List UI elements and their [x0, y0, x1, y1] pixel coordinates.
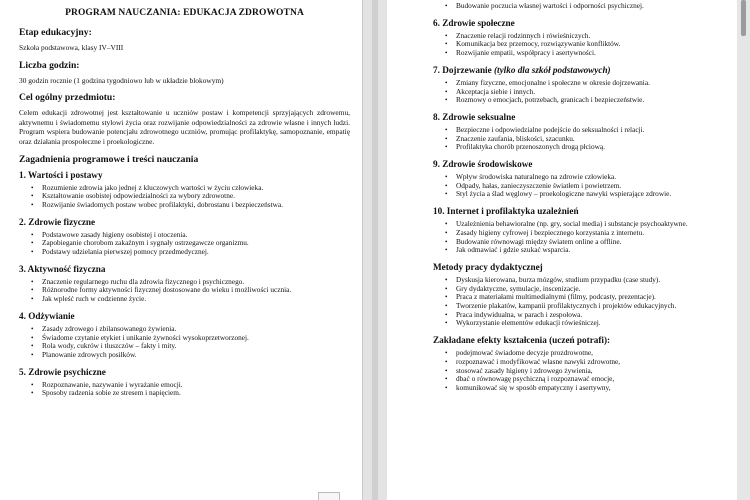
list-item: • Różnorodne formy aktywności fizycznej dostosowane do wieku i możliwości ucznia.: [42, 286, 350, 295]
section-8-title: 8. Zdrowie seksualne: [433, 111, 516, 122]
list-item: • Zasady zdrowego i zbilansowanego żywienia.: [42, 325, 350, 334]
godzin-heading: Liczba godzin:: [19, 59, 80, 71]
list-item: • Znaczenie regularnego ruchu dla zdrowia fizycznego i psychicznego.: [42, 278, 350, 287]
section-4-title: 4. Odżywianie: [19, 310, 75, 321]
godzin-text: 30 godzin rocznie (1 godzina tygodniowo lub w układzie blokowym): [19, 75, 224, 85]
list-item: • podejmować świadome decyzje prozdrowotne,: [456, 349, 727, 358]
list-item: • Jak wpleść ruch w codzienne życie.: [42, 295, 350, 304]
gutter-scrollbar: [372, 0, 378, 500]
section-6-title: 6. Zdrowie społeczne: [433, 17, 515, 28]
section-5-list: [19, 381, 350, 398]
cel-heading: Cel ogólny przedmiotu:: [19, 92, 116, 104]
document-title: PROGRAM NAUCZANIA: EDUKACJA ZDROWOTNA: [65, 8, 304, 18]
list-item: • Budowanie równowagi między światem online a offline.: [456, 238, 727, 247]
section-2-title: 2. Zdrowie fizyczne: [19, 216, 96, 227]
document-page-right: [387, 0, 737, 500]
list-item: • Sposoby radzenia sobie ze stresem i napięciem.: [42, 389, 350, 398]
list-item: • Profilaktyka chorób przenoszonych drogą płciową.: [456, 143, 727, 152]
list-item: • Praca indywidualna, w parach i zespołowa.: [456, 311, 727, 320]
list-item: • Uzależnienia behawioralne (np. gry, social media) i substancje psychoaktywne.: [456, 220, 727, 229]
section-5-title: 5. Zdrowie psychiczne: [19, 366, 106, 377]
list-item: • Odpady, hałas, zanieczyszczenie światłem i powietrzem.: [456, 182, 727, 191]
list-item: • Rozpoznawanie, nazywanie i wyrażanie emocji.: [42, 381, 350, 390]
list-item: • komunikować się w sposób empatyczny i asertywny,: [456, 384, 727, 393]
list-item: • Podstawy udzielania pierwszej pomocy przedmedycznej.: [42, 248, 350, 257]
list-item: • Styl życia a ślad węglowy – proekologiczne nawyki wspierające zdrowie.: [456, 190, 727, 199]
section-9-list: [433, 173, 727, 199]
list-item: • Bezpieczne i odpowiedzialne podejście do seksualności i relacji.: [456, 126, 727, 135]
page-navigation-tab[interactable]: [318, 492, 340, 500]
list-item: • Praca z materiałami multimedialnymi (filmy, podcasty, prezentacje).: [456, 293, 727, 302]
vertical-scrollbar[interactable]: [737, 0, 750, 500]
list-item: • Tworzenie plakatów, kampanii profilaktycznych i projektów edukacyjnych.: [456, 302, 727, 311]
cel-text: Celem edukacji zdrowotnej jest kształtowanie u uczniów postaw i kompetencji sprzyjających zdrowemu, aktywnemu i świadomemu stylowi życia oraz rozwijanie odpowiedzialności za zdrowie własne i innych ludzi. Program wspiera budowanie potencjału zdrowotnego uczniów, promując profilaktykę, samopoznanie, empatię oraz działania prospołeczne i proekologiczne.: [19, 108, 350, 146]
list-item: • Zapobieganie chorobom zakaźnym i sygnały ostrzegawcze organizmu.: [42, 239, 350, 248]
list-item: • Rola wody, cukrów i tłuszczów – fakty i mity.: [42, 342, 350, 351]
document-page-left: [0, 0, 363, 500]
section-4-list: [19, 325, 350, 360]
section-6-list: [433, 32, 727, 58]
section-5-continued-list: [433, 2, 727, 11]
list-item: • Zmiany fizyczne, emocjonalne i społeczne w okresie dojrzewania.: [456, 79, 727, 88]
list-item: • Wykorzystanie elementów edukacji rówieśniczej.: [456, 319, 727, 328]
list-item: • Podstawowe zasady higieny osobistej i otoczenia.: [42, 231, 350, 240]
section-1-list: [19, 184, 350, 210]
section-9-title: 9. Zdrowie środowiskowe: [433, 159, 533, 170]
section-10-list: [433, 220, 727, 255]
list-item: • Kształtowanie osobistej odpowiedzialności za wybory zdrowotne.: [42, 192, 350, 201]
metody-list: [433, 276, 727, 328]
list-item: • Znaczenie zaufania, bliskości, szacunku.: [456, 135, 727, 144]
section-3-title: 3. Aktywność fizyczna: [19, 263, 106, 274]
zagadnienia-heading: Zagadnienia programowe i treści nauczania: [19, 153, 199, 165]
section-8-list: [433, 126, 727, 152]
etap-text: Szkoła podstawowa, klasy IV–VIII: [19, 43, 124, 52]
section-7-title-main: 7. Dojrzewanie: [433, 64, 494, 75]
efekty-list: [433, 349, 727, 393]
list-item: • Budowanie poczucia własnej wartości i odporności psychicznej.: [456, 2, 727, 11]
section-2-list: [19, 231, 350, 257]
list-item: • Planowanie zdrowych posiłków.: [42, 351, 350, 360]
list-item: • Jak odmawiać i gdzie szukać wsparcia.: [456, 246, 727, 255]
list-item: • Komunikacja bez przemocy, rozwiązywanie konfliktów.: [456, 40, 727, 49]
list-item: • Gry dydaktyczne, symulacje, inscenizacje.: [456, 285, 727, 294]
list-item: • Dyskusja kierowana, burza mózgów, studium przypadku (case study).: [456, 276, 727, 285]
list-item: • Znaczenie relacji rodzinnych i rówieśniczych.: [456, 32, 727, 41]
section-10-title: 10. Internet i profilaktyka uzależnień: [433, 206, 579, 217]
list-item: • Rozumienie zdrowia jako jednej z kluczowych wartości w życiu człowieka.: [42, 184, 350, 193]
list-item: • Rozwijanie empatii, współpracy i asertywności.: [456, 49, 727, 58]
metody-heading: Metody pracy dydaktycznej: [433, 261, 543, 272]
etap-heading: Etap edukacyjny:: [19, 27, 92, 38]
list-item: • rozpoznawać i modyfikować własne nawyki zdrowotne,: [456, 358, 727, 367]
section-7-title-note: (tylko dla szkół podstawowych): [493, 64, 611, 75]
list-item: • stosować zasady higieny i zdrowego żywienia,: [456, 367, 727, 376]
list-item: • Zasady higieny cyfrowej i bezpiecznego korzystania z internetu.: [456, 229, 727, 238]
efekty-heading: Zakładane efekty kształcenia (uczeń potrafi):: [433, 335, 611, 346]
list-item: • Rozwijanie świadomych postaw wobec profilaktyki, dobrostanu i bezpieczeństwa.: [42, 201, 350, 210]
list-item: • Rozmowy o emocjach, potrzebach, granicach i bezpieczeństwie.: [456, 96, 727, 105]
scrollbar-thumb[interactable]: [741, 0, 746, 36]
section-1-title: 1. Wartości i postawy: [19, 169, 103, 180]
section-7-list: [433, 79, 727, 105]
list-item: • Akceptacja siebie i innych.: [456, 88, 727, 97]
section-7-title: [433, 65, 727, 75]
list-item: • Świadome czytanie etykiet i unikanie żywności wysokoprzetworzonej.: [42, 334, 350, 343]
list-item: • Wpływ środowiska naturalnego na zdrowie człowieka.: [456, 173, 727, 182]
section-3-list: [19, 278, 350, 304]
list-item: • dbać o równowagę psychiczną i rozpoznawać emocje,: [456, 375, 727, 384]
